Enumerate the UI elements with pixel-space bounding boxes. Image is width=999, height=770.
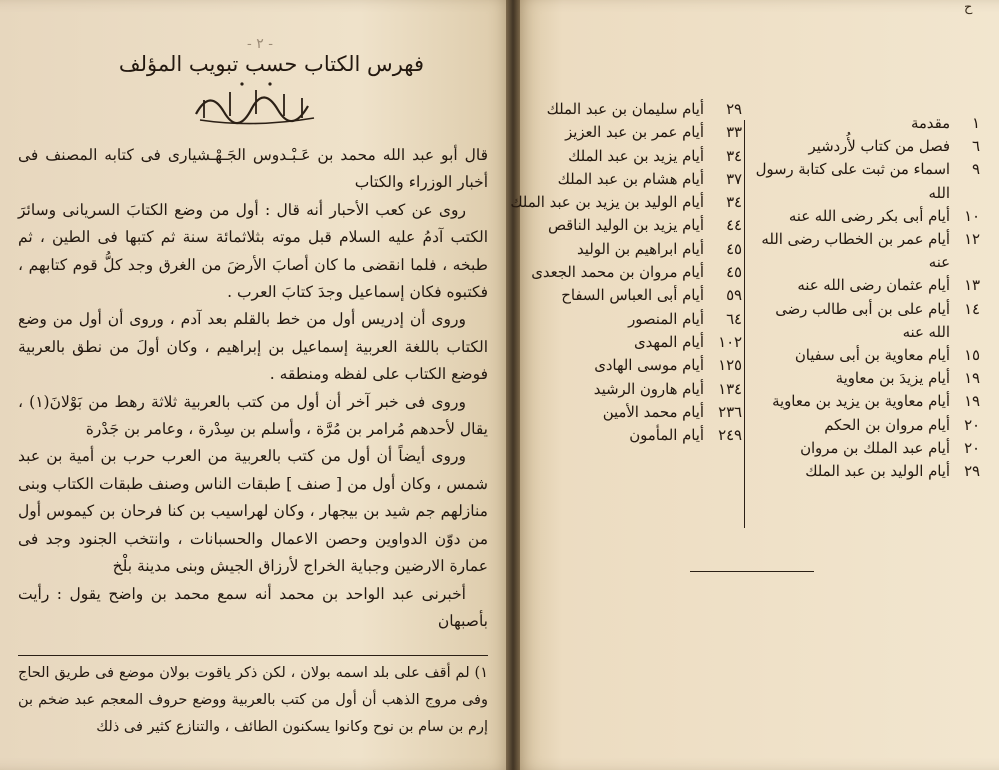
toc-entry-title: أيام عبد الملك بن مروان [800,439,950,457]
footnote-divider [18,655,488,656]
toc-entry-title: أيام عمر بن الخطاب رضى الله عنه [761,231,950,272]
toc-entry [752,437,980,460]
page-number: - ٢ - [247,36,273,52]
toc-entry [532,214,742,237]
column-divider [744,120,745,528]
toc-entry [752,344,980,367]
toc-page-number: ٢٩ [726,101,742,118]
end-rule [690,571,814,572]
toc-page-number: ٢٠ [964,439,980,457]
basmala-text [320,78,321,79]
toc-entry-title: أيام يزيد بن عبد الملك [568,147,704,165]
corner-mark: ح [964,0,973,15]
toc-page-number: ١ [972,115,980,132]
toc-title: فهرس الكتاب حسب تبويب المؤلف [118,52,424,76]
toc-page-number: ٢٠ [964,416,980,434]
toc-entry-title: أيام عثمان رضى الله عنه [797,277,950,295]
footnotes [18,660,488,741]
toc-entry [532,424,742,447]
toc-page-number: ١٤ [964,300,980,318]
toc-entry-title: أيام موسى الهادى [594,357,704,375]
toc-page-number: ٢٩ [964,463,980,481]
text-paragraph: وروى أيضاً أن أول من كتب بالعربية من العرب حرب بن أمية بن عبد شمس ، وكان أول من [ صنف ] طبقات الناس وصنف طبقات الكتاب وبنى منازلهم جم شيد بن بيجهار ، وكان لهراسيب بن كنا فرحان بن كيموس أول من دوّن الدواوين وحصن الاعمال والحسبانات ، وانتخب الجنود وجد فى عمارة الارضين وجباية الخراج لأرزاق الجيش وبنى مدينة بلْخ [18,447,488,576]
toc-entry [532,378,742,401]
text-paragraph: روى عن كعب الأحبار أنه قال : أول من وضع الكتابَ السريانى وسائرَ الكتب آدمُ عليه السلام قبل موته بثلاثمائة سنة ثم كتبها فى الطين ، ثم طبخه ، فلما انقضى ما كان أصابَ الأرضَ من الغرق وجد كلُّ قوم كتابهم ، فكتبوه فكان إسماعيل وجدَ كتابَ العرب . [18,200,488,302]
toc-page-number: ٤٤ [726,217,742,235]
toc-entry-title: فصل من كتاب لأُردشير [808,138,950,156]
book-gutter [506,0,520,770]
toc-entry-title: أيام الوليد بن يزيد بن عبد الملك [510,194,704,212]
toc-entry-title: أيام أبى بكر رضى الله عنه [788,207,950,225]
toc-page-number: ١٠ [964,207,980,225]
toc-page-number: ٢٤٩ [718,427,742,445]
toc-page-number: ٢٣٦ [718,403,742,421]
toc-page-number: ١٠٢ [718,333,742,351]
toc-page-number: ١٩ [964,370,980,388]
toc-entry [752,158,980,204]
toc-page-number: ٥٩ [726,287,742,305]
toc-page-number: ١٥ [964,347,980,365]
toc-entry [532,121,742,144]
toc-entry-title: أيام المنصور [628,310,704,328]
toc-entry-title: أيام محمد الأمين [602,403,704,421]
toc-entry-title: أيام أبى العباس السفاح [561,287,704,305]
toc-entry-title: أيام المأمون [629,427,704,445]
toc-page-number: ١٣ [964,277,980,295]
toc-entry-title: أيام الوليد بن عبد الملك [805,463,950,481]
toc-column-right [752,112,980,483]
toc-entry-title: أيام المهدى [634,333,704,351]
toc-entry-title: أيام مروان بن الحكم [824,416,950,434]
toc-entry [510,191,742,214]
toc-entry-title: أيام على بن أبى طالب رضى الله عنه [775,300,950,341]
toc-entry [752,112,980,135]
text-paragraph: أخبرنى عبد الواحد بن محمد أنه سمع محمد بن واضح يقول : رأيت بأصبهان [18,584,488,630]
toc-entry [532,401,742,424]
toc-page-number: ١٣٤ [718,380,742,398]
basmala-ornament-icon [190,78,320,126]
toc-page-number: ٣٣ [726,124,742,142]
toc-entry-title: أيام معاوية بن أبى سفيان [794,347,950,365]
toc-entry-title: أيام ابراهيم بن الوليد [576,240,704,258]
toc-entry [532,308,742,331]
toc-page-number: ٤٥ [726,240,742,258]
text-paragraph: وروى أن إدريس أول من خط بالقلم بعد آدم ، وروى أن أول من وضع الكتاب باللغة العربية إسماعيل بن إبراهيم ، وكان أولَ من نطق بالعربية فوضع الكتاب على لفظه ومنطقه . [18,310,488,384]
toc-page-number: ١٢ [964,231,980,249]
toc-entry [752,205,980,228]
toc-page-number: ٦ [972,138,980,156]
toc-entry [532,238,742,261]
toc-entry [752,414,980,437]
toc-entry [532,168,742,191]
text-paragraph: قال أبو عبد الله محمد بن عَـبْـدوس الجَـهْـشيارى فى كتابه المصنف فى أخبار الوزراء والكتاب [18,146,488,192]
toc-page-number: ١٢٥ [718,357,742,375]
toc-entry [532,284,742,307]
toc-entry [752,367,980,390]
toc-entry-title: أيام يزيدَ بن معاوية [835,370,950,388]
toc-entry [532,98,742,121]
toc-entry-title: أيام يزيد بن الوليد الناقص [547,217,704,235]
toc-entry [532,331,742,354]
toc-entry-title: أيام معاوية بن يزيد بن معاوية [772,393,950,411]
toc-entry [532,261,742,284]
basmala-calligraphy [190,78,320,126]
toc-entry [532,145,742,168]
toc-page-number: ٦٤ [726,310,742,328]
toc-entry-title: أيام مروان بن محمد الجعدى [531,264,704,282]
toc-entry-title: اسماء من ثبت على كتابة رسول الله [755,161,950,202]
toc-entry-title: أيام هارون الرشيد [593,380,704,398]
toc-entry [752,390,980,413]
main-text [18,142,488,635]
text-paragraph: وروى فى خبر آخر أن أول من كتب بالعربية ثلاثة رهط من بَوْلانَ(١) ، يقال لأحدهم مُرامر بن مُرَّة ، وأسلم بن سِدْرة ، وعامر بن جَدْرة [18,392,488,439]
toc-entry [752,460,980,483]
toc-entry-title: مقدمة [910,115,950,132]
toc-entry [752,135,980,158]
toc-entry [752,228,980,274]
toc-entry-title: أيام هشام بن عبد الملك [557,170,704,188]
toc-entry [752,274,980,297]
toc-page-number: ٩ [972,161,980,179]
toc-entry [532,354,742,377]
toc-entry [752,298,980,344]
toc-page-number: ٣٧ [726,170,742,188]
toc-entry-title: أيام سليمان بن عبد الملك [546,101,704,118]
toc-page-number: ٤٥ [726,264,742,282]
footnote: ١) لم أقف على بلد اسمه بولان ، لكن ذكر ياقوت بولان موضع فى طريق الحاج وفى مروج الذهب أن أول من كتب بالعربية ووضع حروف المعجم عبد ضخم بن إرم بن سام بن نوح وكانوا يسكنون الطائف ، والتنازع كثير فى ذلك [18,665,488,735]
toc-entry-title: أيام عمر بن عبد العزيز [565,124,704,142]
toc-column-left [510,98,742,447]
toc-page-number: ١٩ [964,393,980,411]
toc-page-number: ٣٤ [726,147,742,165]
toc-page-number: ٣٤ [726,194,742,212]
